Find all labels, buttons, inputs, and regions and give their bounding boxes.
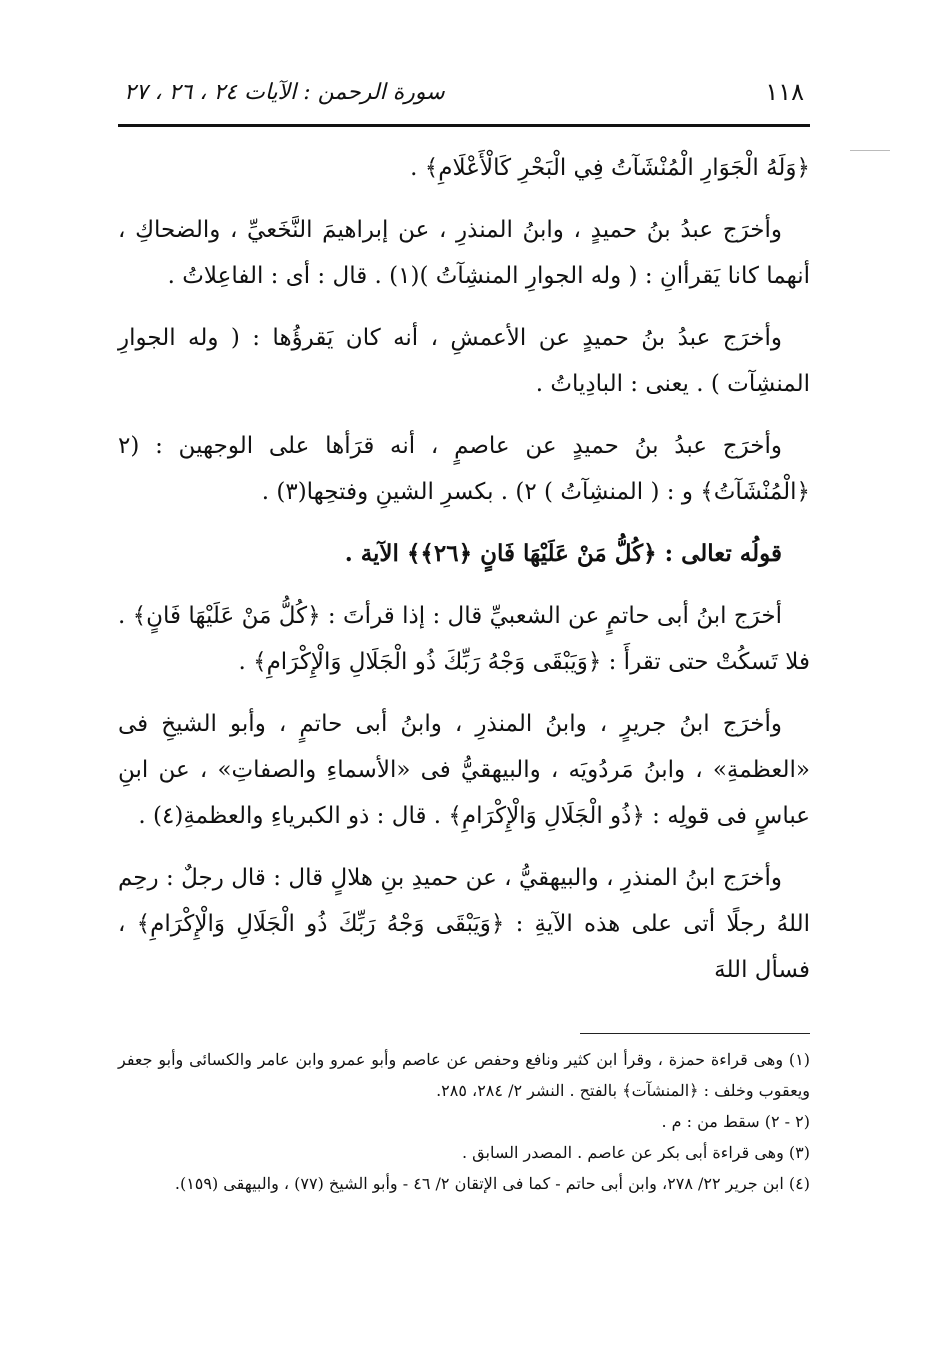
main-text [118, 145, 810, 993]
footnotes [118, 1044, 810, 1199]
running-title: سورة الرحمن : الآيات ٢٤ ، ٢٦ ، ٢٧ [124, 79, 445, 105]
narration-paragraph: وأخرَج ابنُ جريرٍ ، وابنُ المنذرِ ، وابنُ أبى حاتمٍ ، وأبو الشيخِ فى «العظمةِ» ، وابنُ مَردُويَه ، والبيهقيُّ فى «الأسماءِ والصفاتِ» ، عن ابنِ عباسٍ فى قولِه : ﴿ذُو الْجَلَالِ وَالْإِكْرَامِ﴾ . قال : ذو الكبرياءِ والعظمةِ(٤) . [118, 711, 810, 829]
footnote-separator-wrap [118, 1009, 810, 1044]
margin-mark [850, 150, 890, 151]
page-number: ١١٨ [765, 78, 804, 106]
narration-paragraph: وأخرَج عبدُ بنُ حميدٍ عن عاصمٍ ، أنه قرَأها على الوجهين : (٢ ﴿الْمُنْشَآتُ﴾ و : ( المنشِآتُ ) ٢) . بكسرِ الشينِ وفتحِها(٣) . [118, 433, 810, 505]
verse-heading: قولُه تعالى : ﴿كُلُّ مَنْ عَلَيْهَا فَانٍ ﴿٢٦﴾﴾ الآية . [344, 540, 782, 567]
footnote-divider [580, 1033, 810, 1034]
footnote: (٤) ابن جرير ٢٢/ ٢٧٨، وابن أبى حاتم - كما فى الإتقان ٢/ ٤٦ - وأبو الشيخ (٧٧) ، والبيهقى (١٥٩). [174, 1174, 810, 1193]
header-divider [118, 124, 810, 127]
narration-paragraph: وأخرَج عبدُ بنُ حميدٍ عن الأعمشِ ، أنه كان يَقرؤُها : ( وله الجوارِ المنشِآت ) . يعنى : البادِياتُ . [118, 325, 810, 397]
narration-paragraph: وأخرَج عبدُ بنُ حميدٍ ، وابنُ المنذرِ ، عن إبراهيمَ النَّخَعيِّ ، والضحاكِ ، أنهما كانا يَقرأانِ : ( وله الجوارِ المنشِآتُ )(١) . قال : أى : الفاعِلاتُ . [118, 217, 810, 289]
narration-paragraph: أخرَج ابنُ أبى حاتمٍ عن الشعبيِّ قال : إذا قرأتَ : ﴿كُلُّ مَنْ عَلَيْهَا فَانٍ﴾ . فلا تَسكُتْ حتى تقرأَ : ﴿وَيَبْقَى وَجْهُ رَبِّكَ ذُو الْجَلَالِ وَالْإِكْرَامِ﴾ . [118, 603, 810, 675]
verse-paragraph: ﴿وَلَهُ الْجَوَارِ الْمُنْشَآتُ فِي الْبَحْرِ كَالْأَعْلَامِ﴾ . [410, 155, 810, 181]
page-header [118, 60, 810, 124]
book-page [118, 60, 810, 1199]
narration-paragraph: وأخرَج ابنُ المنذرِ ، والبيهقيُّ ، عن حميدِ بنِ هلالٍ قال : قال رجلٌ : رحِم اللهُ رجلًا أتى على هذه الآيةِ : ﴿وَيَبْقَى وَجْهُ رَبِّكَ ذُو الْجَلَالِ وَالْإِكْرَامِ﴾ ، فسأل اللهَ [118, 865, 810, 983]
footnote: (٢ - ٢) سقط من : م . [661, 1112, 810, 1131]
footnote: (١) وهى قراءة حمزة ، وقرأ ابن كثير ونافع وحفص عن عاصم وأبو عمرو وابن عامر والكسائى وأبو جعفر ويعقوب وخلف : ﴿المنشآت﴾ بالفتح . النشر ٢/ ٢٨٤، ٢٨٥. [118, 1050, 810, 1100]
footnote: (٣) وهى قراءة أبى بكر عن عاصم . المصدر السابق . [461, 1143, 810, 1162]
